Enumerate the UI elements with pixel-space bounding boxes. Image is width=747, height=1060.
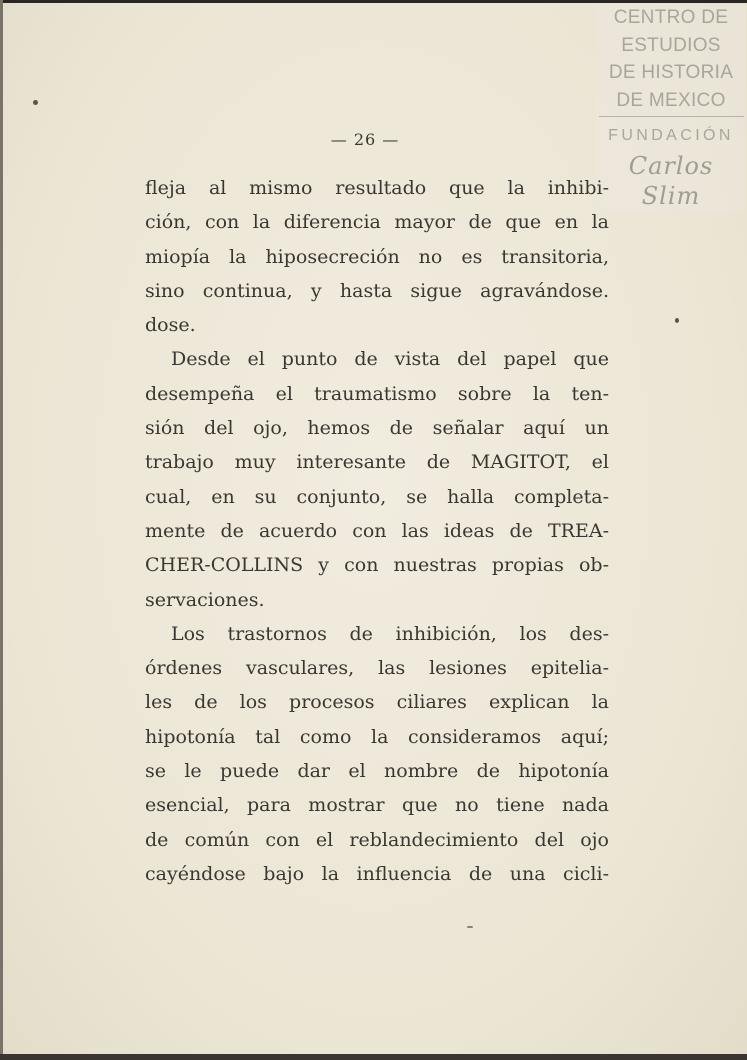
text-line: miopía la hiposecreción no es transitoria, xyxy=(145,245,609,268)
text-line: esencial, para mostrar que no tiene nada xyxy=(145,794,609,817)
text-line: servaciones. xyxy=(145,588,265,611)
text-line: les de los procesos ciliares explican la xyxy=(145,691,609,714)
watermark-line: DE HISTORIA xyxy=(608,62,734,83)
text-line: cual, en su conjunto, se halla completa- xyxy=(145,485,609,508)
text-line: sino continua, y hasta sigue agravándose. xyxy=(145,279,609,302)
watermark-divider xyxy=(599,116,744,117)
left-edge xyxy=(0,0,3,1060)
text-line: de común con el reblandecimiento del ojo xyxy=(145,828,609,851)
text-line: trabajo muy interesante de MAGITOT, el xyxy=(145,451,609,474)
text-line: fleja al mismo resultado que la inhibi- xyxy=(145,177,609,199)
text-line: ción, con la diferencia mayor de que en la xyxy=(145,211,609,234)
text-line: sión del ojo, hemos de señalar aquí un xyxy=(145,417,609,440)
text-line: desempeña el traumatismo sobre la ten- xyxy=(145,382,609,405)
watermark-signature: Carlos Slim xyxy=(628,152,714,210)
text-line: dose. xyxy=(145,314,196,337)
page-number: — 26 — xyxy=(330,130,400,149)
text-line: CHER-COLLINS y con nuestras propias ob- xyxy=(145,554,609,577)
text-line: hipotonía tal como la consideramos aquí; xyxy=(145,725,609,748)
watermark-foundation: FUNDACIÓN xyxy=(608,127,734,144)
text-line: Los trastornos de inhibición, los des- xyxy=(171,622,609,645)
text-line: Desde el punto de vista del papel que xyxy=(171,348,609,371)
text-line: mente de acuerdo con las ideas de TREA- xyxy=(145,519,609,542)
archive-watermark xyxy=(596,4,746,211)
top-edge xyxy=(0,0,747,3)
watermark-line: ESTUDIOS xyxy=(621,34,721,56)
watermark-line: DE MEXICO xyxy=(616,89,726,111)
text-line: se le puede dar el nombre de hipotonía xyxy=(145,760,609,783)
text-line: órdenes vasculares, las lesiones epitelia- xyxy=(145,657,609,680)
body-text xyxy=(145,171,609,891)
watermark-line: CENTRO DE xyxy=(613,7,729,28)
text-line: cayéndose bajo la influencia de una cicli- xyxy=(145,862,609,885)
bottom-edge xyxy=(0,1054,747,1060)
